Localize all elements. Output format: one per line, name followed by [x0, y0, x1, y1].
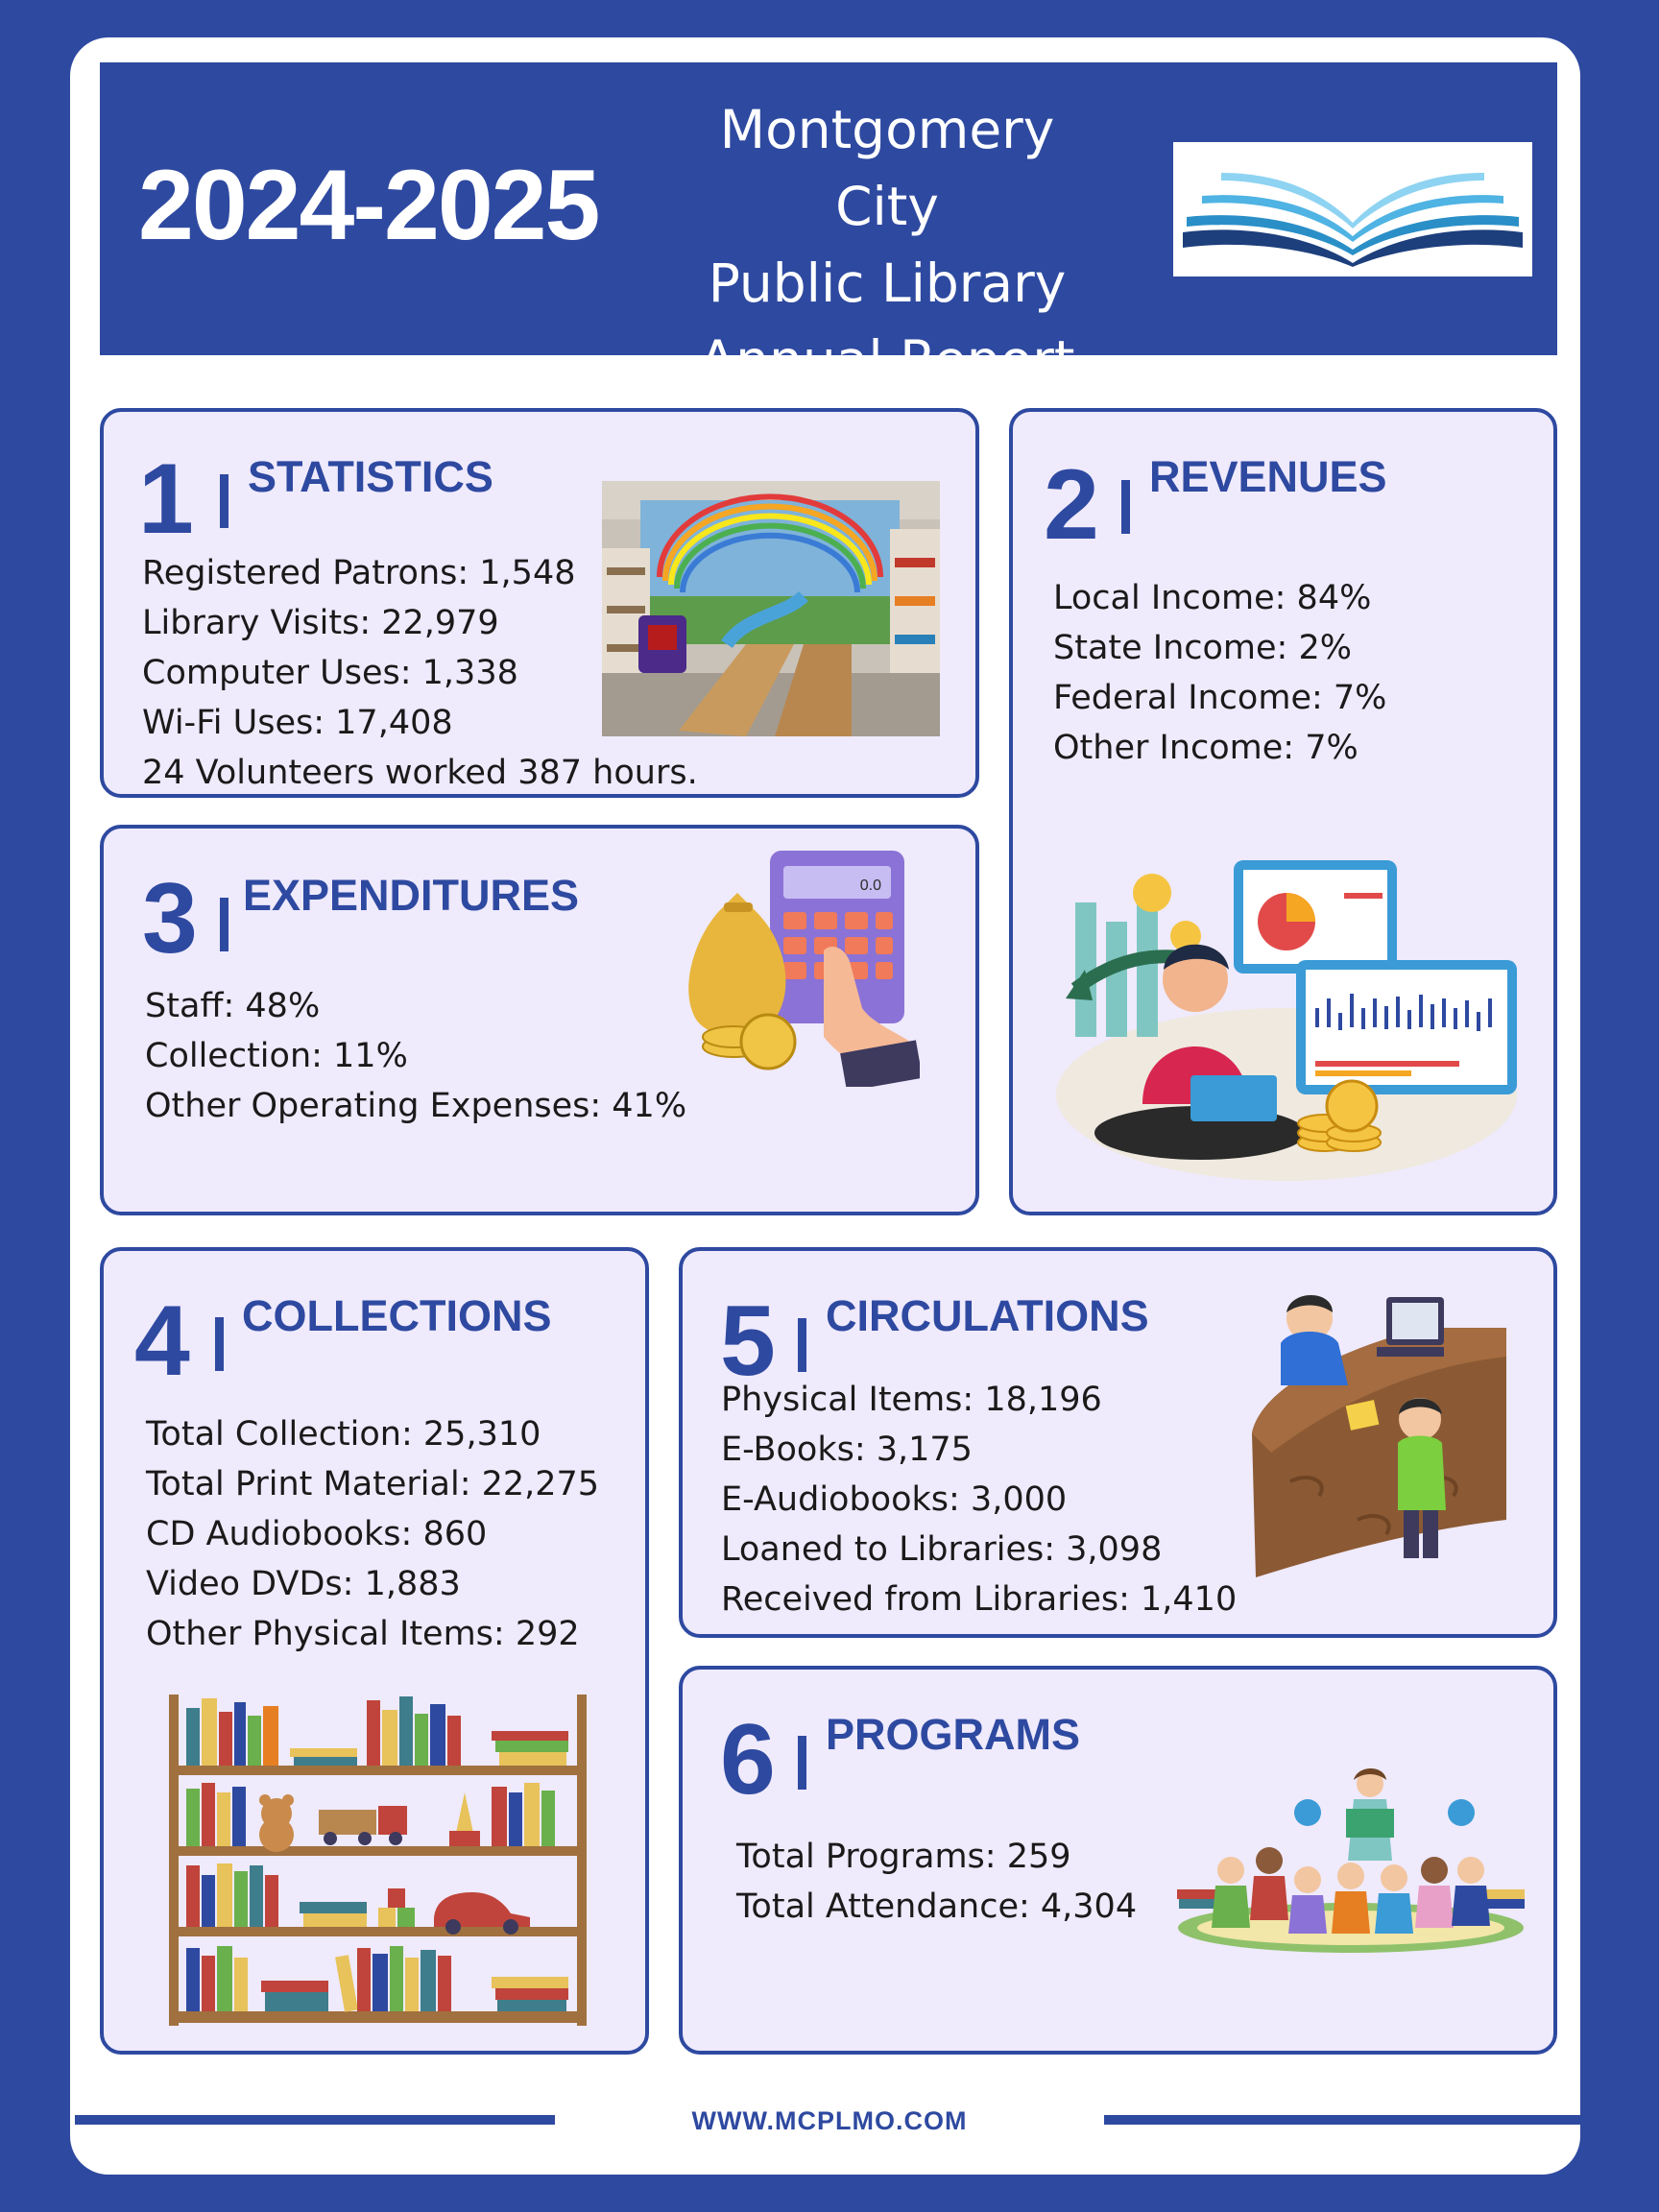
- expenditures-list: [145, 981, 686, 1131]
- circulations-list: [721, 1375, 1237, 1624]
- storytime-illustration: [1173, 1765, 1528, 1955]
- expense-line: Other Operating Expenses: 41%: [145, 1087, 687, 1125]
- section-heading: PROGRAMS: [826, 1710, 1081, 1759]
- stat-line: Library Visits: 22,979: [142, 604, 499, 642]
- programs-list: [736, 1832, 1137, 1932]
- section-divider: [220, 474, 228, 528]
- revenues-list: [1053, 573, 1386, 773]
- circulation-line: Received from Libraries: 1,410: [721, 1580, 1238, 1619]
- collection-line: Video DVDs: 1,883: [146, 1565, 461, 1603]
- revenue-line: Local Income: 84%: [1053, 579, 1372, 617]
- section-heading: STATISTICS: [248, 452, 493, 501]
- section-number: 5: [720, 1286, 776, 1397]
- section-number: 4: [134, 1286, 190, 1397]
- section-number: 2: [1044, 449, 1099, 561]
- program-line: Total Programs: 259: [736, 1838, 1071, 1876]
- report-header: [100, 62, 1557, 391]
- collection-line: Other Physical Items: 292: [146, 1615, 580, 1653]
- title-line: Public Library: [708, 252, 1067, 314]
- open-book-logo: [1173, 142, 1532, 276]
- stat-line: Registered Patrons: 1,548: [142, 554, 576, 592]
- library-room-photo: [602, 481, 940, 736]
- section-heading: EXPENDITURES: [243, 871, 580, 920]
- report-year: 2024-2025: [138, 150, 599, 261]
- section-heading: REVENUES: [1149, 452, 1387, 501]
- section-number: 6: [720, 1704, 776, 1815]
- section-divider: [1121, 480, 1130, 534]
- section-number: 1: [138, 444, 194, 555]
- section-number: 3: [142, 863, 198, 974]
- stat-line: 24 Volunteers worked 387 hours.: [142, 754, 698, 792]
- circulation-line: Physical Items: 18,196: [721, 1381, 1102, 1419]
- stat-line: Wi-Fi Uses: 17,408: [142, 704, 453, 742]
- program-line: Total Attendance: 4,304: [736, 1887, 1138, 1926]
- section-divider: [798, 1736, 806, 1790]
- expense-line: Staff: 48%: [145, 987, 321, 1025]
- expense-line: Collection: 11%: [145, 1037, 408, 1075]
- bookshelf-illustration: [165, 1687, 590, 2026]
- revenue-line: State Income: 2%: [1053, 629, 1353, 667]
- website-link[interactable]: WWW.MCPLMO.COM: [691, 2106, 968, 2135]
- revenue-line: Federal Income: 7%: [1053, 679, 1387, 717]
- calculator-display: 0.0: [859, 878, 881, 894]
- collection-line: CD Audiobooks: 860: [146, 1515, 488, 1553]
- report-title: [666, 91, 1108, 398]
- collections-list: [146, 1409, 599, 1659]
- revenue-line: Other Income: 7%: [1053, 729, 1358, 767]
- collection-line: Total Collection: 25,310: [146, 1415, 541, 1454]
- calculator-money-illustration: [680, 845, 920, 1087]
- collection-line: Total Print Material: 22,275: [146, 1465, 600, 1503]
- stat-line: Computer Uses: 1,338: [142, 654, 518, 692]
- title-line: Annual Report: [699, 329, 1075, 391]
- section-divider: [215, 1317, 224, 1371]
- circulation-line: E-Books: 3,175: [721, 1431, 973, 1469]
- library-desk-illustration: [1233, 1289, 1511, 1580]
- section-heading: COLLECTIONS: [242, 1291, 552, 1340]
- title-line: Montgomery City: [719, 99, 1055, 237]
- section-divider: [220, 898, 228, 951]
- section-divider: [798, 1318, 806, 1372]
- section-heading: CIRCULATIONS: [826, 1291, 1149, 1340]
- circulation-line: E-Audiobooks: 3,000: [721, 1480, 1068, 1519]
- circulation-line: Loaned to Libraries: 3,098: [721, 1530, 1163, 1569]
- finance-analyst-illustration: [1046, 854, 1528, 1181]
